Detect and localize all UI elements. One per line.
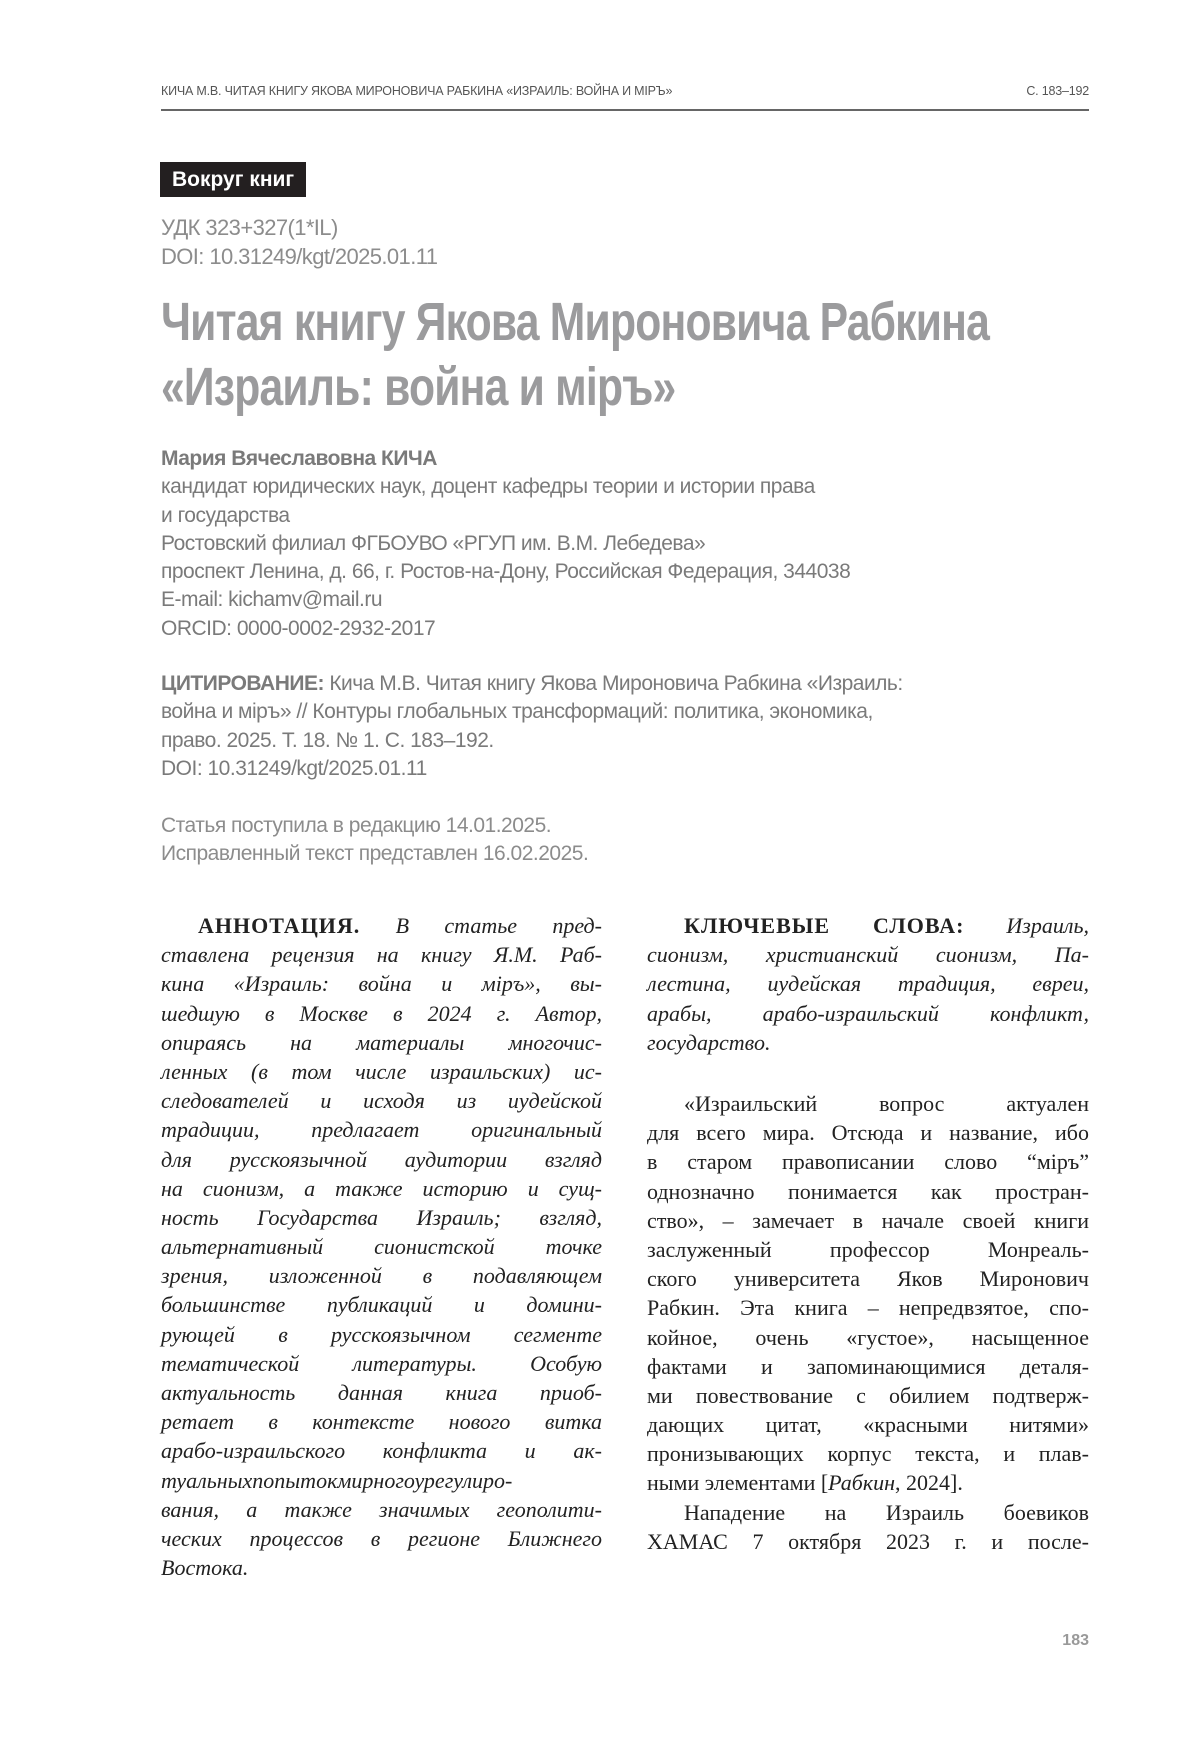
citation-doi: DOI: 10.31249/kgt/2025.01.11 [161, 755, 1089, 783]
body-line: фактами и запоминающимися деталя- [647, 1352, 1089, 1381]
keywords-column [647, 911, 1089, 1057]
abstract-line: Востока. [161, 1553, 602, 1582]
abstract-line: ность Государства Израиль; взгляд, [161, 1203, 602, 1232]
abstract-line: вания, а также значимых геополити- [161, 1495, 602, 1524]
abstract-line: ретает в контексте нового витка [161, 1407, 602, 1436]
body-line: Нападение на Израиль боевиков [647, 1498, 1089, 1527]
running-header-pages: С. 183–192 [1026, 84, 1089, 98]
author-name: Мария Вячеславовна КИЧА [161, 445, 850, 473]
keywords-label: КЛЮЧЕВЫЕ СЛОВА: [684, 913, 964, 938]
keywords-line: лестина, иудейская традиция, евреи, [647, 969, 1089, 998]
abstract-line: зрения, изложенной в подавляющем [161, 1261, 602, 1290]
keywords-line: государство. [647, 1028, 1089, 1057]
abstract-label: АННОТАЦИЯ. [198, 913, 360, 938]
keywords-line [647, 911, 1089, 940]
body-line: однозначно понимается как простран- [647, 1177, 1089, 1206]
author-line: и государства [161, 502, 850, 530]
abstract-line: кина «Израиль: война и міръ», вы- [161, 969, 602, 998]
udk: УДК 323+327(1*IL) [161, 213, 437, 242]
abstract-line: следователей и исходя из иудейской [161, 1086, 602, 1115]
citation-line: война и міръ» // Контуры глобальных трансформаций: политика, экономика, [161, 698, 1089, 726]
reference-year: , 2024]. [895, 1470, 963, 1495]
abstract-line: альтернативный сионистской точке [161, 1232, 602, 1261]
citation-line: Кича М.В. Читая книгу Якова Мироновича Рабкина «Израиль: [329, 672, 902, 695]
body-line: «Израильский вопрос актуален [647, 1089, 1089, 1118]
title-line: Читая книгу Якова Мироновича Рабкина [161, 290, 989, 355]
body-text [647, 1089, 1089, 1556]
body-line: дающих цитат, «красными нитями» [647, 1410, 1089, 1439]
abstract-line: для русскоязычной аудитории взгляд [161, 1145, 602, 1174]
reference-author[interactable]: Рабкин [828, 1470, 895, 1495]
body-line [647, 1468, 1089, 1497]
abstract-text: В статье пред- [396, 913, 602, 938]
abstract-line: актуальность данная книга приоб- [161, 1378, 602, 1407]
citation-block [161, 670, 1089, 783]
body-line: в старом правописании слово “міръ” [647, 1147, 1089, 1176]
section-badge: Вокруг книг [160, 162, 306, 197]
abstract-line: ставлена рецензия на книгу Я.М. Раб- [161, 940, 602, 969]
abstract-line [161, 911, 602, 940]
abstract-line: на сионизм, а также историю и сущ- [161, 1174, 602, 1203]
author-line: проспект Ленина, д. 66, г. Ростов-на-Дону, Российская Федерация, 344038 [161, 558, 850, 586]
running-header [161, 84, 1089, 98]
abstract-column [161, 911, 602, 1582]
body-line: ского университета Яков Миронович [647, 1264, 1089, 1293]
abstract-line: арабо-израильского конфликта и ак- [161, 1436, 602, 1465]
body-line: ство», – замечает в начале своей книги [647, 1206, 1089, 1235]
page-number: 183 [1062, 1632, 1089, 1650]
body-line: пронизывающих корпус текста, и плав- [647, 1439, 1089, 1468]
abstract-line: туальныхпопытокмирногоурегулиро- [161, 1466, 602, 1495]
abstract-line: опираясь на материалы многочис- [161, 1028, 602, 1057]
citation-line: право. 2025. Т. 18. № 1. С. 183–192. [161, 727, 1089, 755]
author-line: кандидат юридических наук, доцент кафедры теории и истории права [161, 473, 850, 501]
keywords-text: Израиль, [1006, 913, 1089, 938]
abstract-line: ческих процессов в регионе Ближнего [161, 1524, 602, 1553]
body-line: заслуженный профессор Монреаль- [647, 1235, 1089, 1264]
keywords-line: арабы, арабо-израильский конфликт, [647, 999, 1089, 1028]
abstract-line: рующей в русскоязычном сегменте [161, 1320, 602, 1349]
author-orcid: ORCID: 0000-0002-2932-2017 [161, 615, 850, 643]
body-line: койное, очень «густое», насыщенное [647, 1323, 1089, 1352]
doi: DOI: 10.31249/kgt/2025.01.11 [161, 242, 437, 271]
abstract-line: тематической литературы. Особую [161, 1349, 602, 1378]
received-line: Статья поступила в редакцию 14.01.2025. [161, 812, 588, 840]
body-line: для всего мира. Отсюда и название, ибо [647, 1118, 1089, 1147]
author-email[interactable]: E-mail: kichamv@mail.ru [161, 586, 850, 614]
body-line: Рабкин. Эта книга – непредвзятое, спо- [647, 1293, 1089, 1322]
abstract-line: большинстве публикаций и домини- [161, 1290, 602, 1319]
revised-line: Исправленный текст представлен 16.02.2025. [161, 840, 588, 868]
abstract-line: традиции, предлагает оригинальный [161, 1115, 602, 1144]
article-meta [161, 213, 437, 271]
page-title [161, 290, 989, 420]
abstract-line: шедшую в Москве в 2024 г. Автор, [161, 999, 602, 1028]
author-line: Ростовский филиал ФГБОУВО «РГУП им. В.М. Лебедева» [161, 530, 850, 558]
running-header-title: КИЧА М.В. ЧИТАЯ КНИГУ ЯКОВА МИРОНОВИЧА РАБКИНА «ИЗРАИЛЬ: ВОЙНА И МІРЪ» [161, 84, 672, 98]
title-line: «Израиль: война и міръ» [161, 355, 989, 420]
body-text-span: ными элементами [ [647, 1470, 828, 1495]
keywords-line: сионизм, христианский сионизм, Па- [647, 940, 1089, 969]
header-rule [161, 109, 1089, 111]
body-line: ХАМАС 7 октября 2023 г. и после- [647, 1527, 1089, 1556]
received-dates [161, 812, 588, 867]
body-line: ми повествование с обилием подтверж- [647, 1381, 1089, 1410]
citation-label: ЦИТИРОВАНИЕ: [161, 672, 324, 695]
abstract-line: ленных (в том числе израильских) ис- [161, 1057, 602, 1086]
author-block [161, 445, 850, 643]
